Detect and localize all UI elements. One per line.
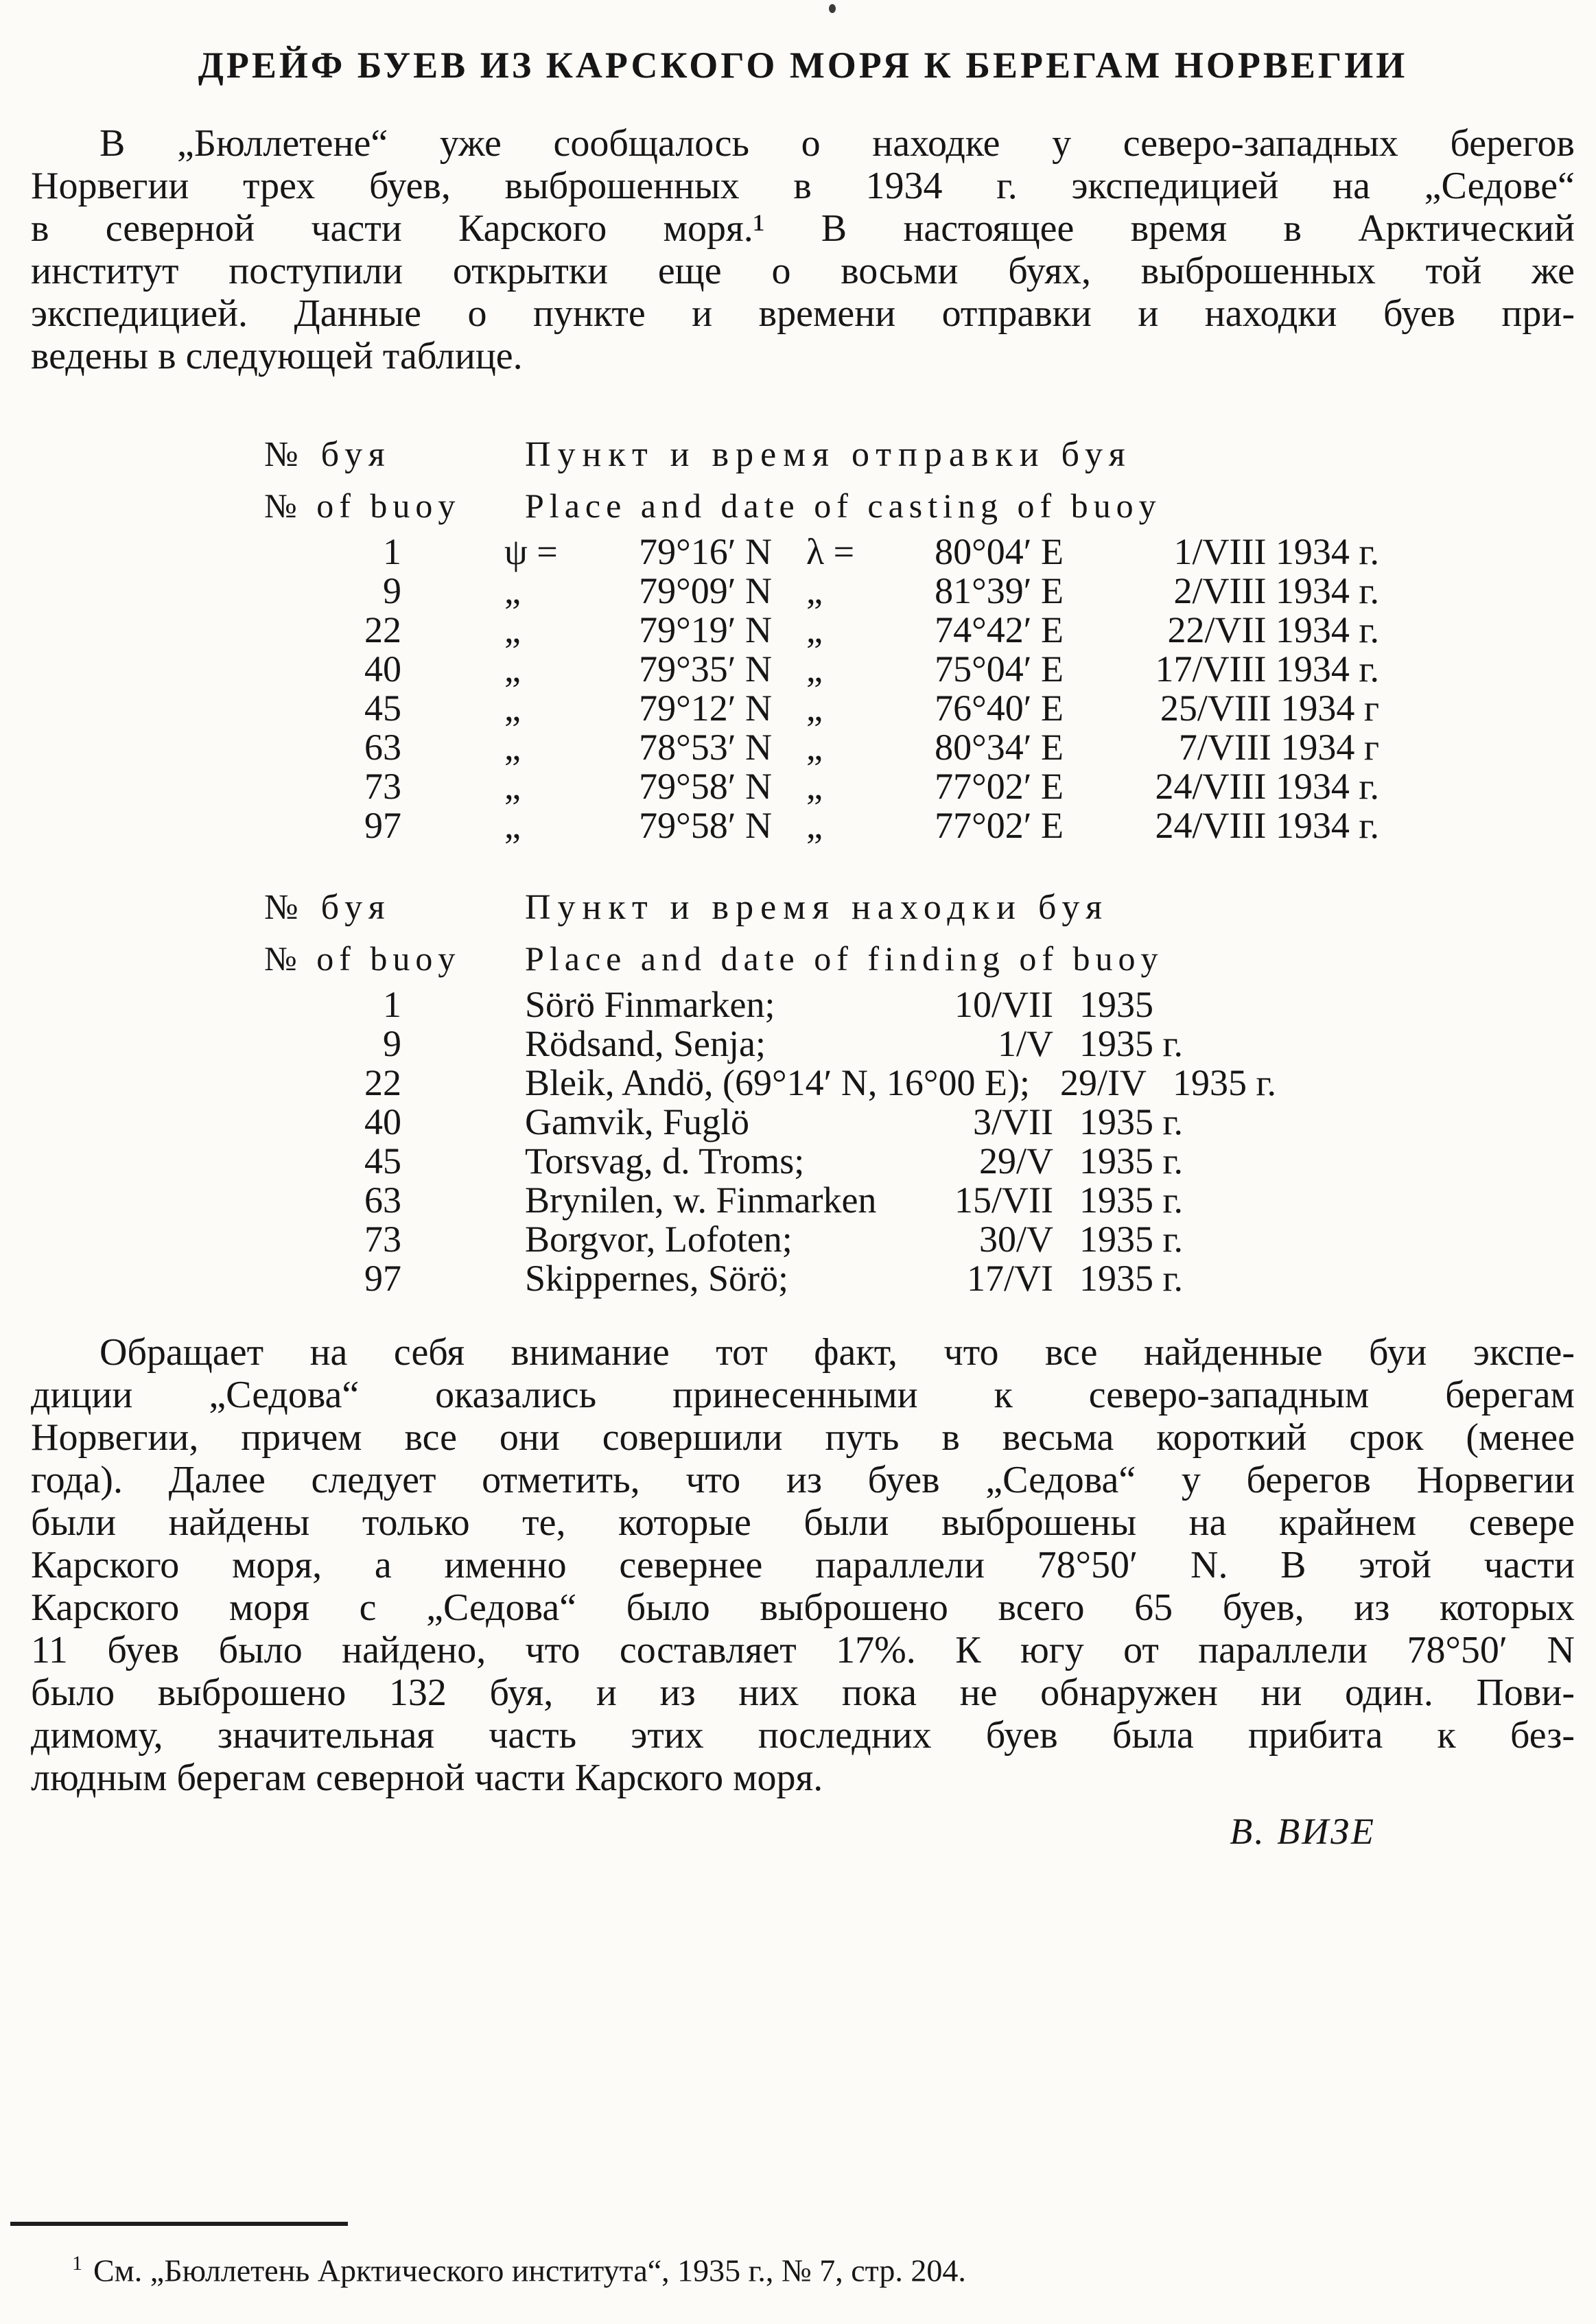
cell-buoy-no: 40 [364,648,401,690]
table-row [31,650,1575,689]
column-header-buoy-no: № буя [264,888,392,927]
column-header-place-date: Пункт и время находки буя [525,888,1110,927]
ditto-mark: „ [504,805,521,846]
cell-latitude: 79°35′ N [639,648,772,690]
closing-paragraph [31,1331,1575,1799]
paragraph-line: людным берегам северной части Карского моря. [31,1757,823,1799]
cell-buoy-no: 9 [383,570,401,611]
text-block [31,0,1575,1854]
table-row [31,572,1575,611]
cell-longitude: 77°02′ E [935,805,1064,846]
ditto-mark: „ [806,766,823,807]
cell-date: 3/VII [973,1101,1053,1142]
table-row [31,611,1575,650]
cell-date: 17/VIII 1934 г. [1155,648,1379,690]
cell-buoy-no: 45 [364,1140,401,1182]
cell-longitude: 74°42′ E [935,609,1064,650]
column-header-buoy-no: № буя [264,435,392,474]
paragraph-line: димому, значительная часть этих последних буев была прибита к без- [31,1714,1575,1757]
ditto-mark: „ [806,688,823,729]
cell-buoy-no: 63 [364,1179,401,1221]
paragraph-line: Норвегии, причем все они совершили путь в весьма короткий срок (менее [31,1416,1575,1459]
paragraph-line: В „Бюллетене“ уже сообщалось о находке у северо-западных берегов [99,122,1575,165]
cell-date: 22/VII 1934 г. [1167,609,1379,650]
cell-date: 25/VIII 1934 г [1160,688,1379,729]
ditto-mark: „ [806,570,823,611]
cell-place: Sörö Finmarken; [525,984,775,1025]
ditto-mark: „ [504,727,521,768]
table-row [31,1142,1575,1181]
footnote-text [31,2245,1540,2289]
cell-latitude: 79°19′ N [639,609,772,650]
cell-date: 1/VIII 1934 г. [1173,531,1379,572]
ditto-mark: „ [806,648,823,690]
cell-place: Rödsand, Senja; [525,1023,766,1064]
cell-place: Borgvor, Lofoten; [525,1219,793,1260]
ditto-mark: „ [806,609,823,650]
cell-place: Brynilen, w. Finmarken [525,1179,877,1221]
cell-longitude: 76°40′ E [935,688,1064,729]
table-row [31,1259,1575,1298]
table-row [31,1103,1575,1142]
column-header-buoy-no: № of buoy [264,939,461,978]
table-row [31,1220,1575,1259]
finding-table-header-en [31,932,1575,985]
cell-buoy-no: 1 [383,984,401,1025]
footnote [31,2222,1540,2289]
cell-date: 17/VI [967,1258,1053,1299]
cell-buoy-no: 40 [364,1101,401,1142]
cell-year: 1935 г. [1079,1101,1184,1142]
cell-date: 7/VIII 1934 г [1178,727,1379,768]
cell-longitude: 77°02′ E [935,766,1064,807]
cell-buoy-no: 1 [383,531,401,572]
paragraph-line: экспедицией. Данные о пункте и времени отправки и находки буев при- [31,292,1575,335]
cell-year: 1935 г. [1079,1219,1184,1260]
cell-date: 29/V [979,1140,1053,1182]
cell-date: 24/VIII 1934 г. [1155,766,1379,807]
column-header-place-date: Place and date of casting of buoy [525,486,1162,525]
paragraph-line: Обращает на себя внимание тот факт, что все найденные буи экспе- [99,1331,1575,1374]
cell-place: Skippernes, Sörö; [525,1258,788,1299]
cell-longitude: 81°39′ E [935,570,1064,611]
cell-date: 1/V [998,1023,1053,1064]
cell-phi-symbol: ψ = [504,531,558,572]
ditto-mark: „ [504,648,521,690]
cell-date: 24/VIII 1934 г. [1155,805,1379,846]
departure-table-header-en [31,479,1575,532]
cell-date: 2/VIII 1934 г. [1173,570,1379,611]
cell-date: 30/V [979,1219,1053,1260]
ditto-mark: „ [504,570,521,611]
table-row [31,1064,1575,1103]
cell-longitude: 75°04′ E [935,648,1064,690]
cell-latitude: 79°12′ N [639,688,772,729]
table-row [31,806,1575,845]
intro-paragraph [31,122,1575,377]
paragraph-line: Карского моря с „Седова“ было выброшено всего 65 буев, из которых [31,1586,1575,1629]
cell-year: 1935 г. [1172,1062,1277,1103]
cell-buoy-no: 73 [364,766,401,807]
cell-place: Bleik, Andö, (69°14′ N, 16°00 E); [525,1062,1030,1103]
departure-table [31,431,1575,845]
author-signature: В. ВИЗЕ [1230,1811,1376,1852]
cell-latitude: 79°58′ N [639,766,772,807]
ditto-mark: „ [806,805,823,846]
column-header-place-date: Пункт и время отправки буя [525,435,1132,474]
footnote-rule [10,2222,348,2226]
cell-buoy-no: 73 [364,1219,401,1260]
page-title: ДРЕЙФ БУЕВ ИЗ КАРСКОГО МОРЯ К БЕРЕГАМ НОРВЕГИИ [198,45,1408,86]
cell-year: 1935 г. [1079,1140,1184,1182]
ditto-mark: „ [806,727,823,768]
cell-buoy-no: 9 [383,1023,401,1064]
cell-buoy-no: 63 [364,727,401,768]
paragraph-line: Норвегии трех буев, выброшенных в 1934 г. экспедицией на „Седове“ [31,165,1575,207]
paragraph-line: года). Далее следует отметить, что из буев „Седова“ у берегов Норвегии [31,1459,1575,1501]
column-header-place-date: Place and date of finding of buoy [525,939,1164,978]
cell-place: Torsvag, d. Troms; [525,1140,805,1182]
cell-lambda-symbol: λ = [806,531,855,572]
table-row [31,1181,1575,1220]
column-header-buoy-no: № of buoy [264,486,461,525]
table-row [31,1024,1575,1064]
cell-year: 1935 г. [1079,1023,1184,1064]
footnote-marker: 1 [72,2252,82,2275]
cell-buoy-no: 97 [364,805,401,846]
ditto-mark: „ [504,688,521,729]
paragraph-line: 11 буев было найдено, что составляет 17%. К югу от параллели 78°50′ N [31,1629,1575,1671]
finding-table-header-ru [31,884,1575,932]
table-row [31,689,1575,728]
cell-date: 29/IV [1059,1062,1147,1103]
footnote-body: См. „Бюллетень Арктического института“, 1935 г., № 7, стр. 204. [93,2253,966,2288]
cell-year: 1935 г. [1079,1179,1184,1221]
paragraph-line: институт поступили открытки еще о восьми буях, выброшенных той же [31,250,1575,292]
paragraph-line: ведены в следующей таблице. [31,335,523,377]
cell-date: 10/VII [954,984,1053,1025]
table-row [31,728,1575,767]
table-row [31,767,1575,806]
cell-latitude: 79°16′ N [639,531,772,572]
table-row [31,985,1575,1024]
paragraph-line: Карского моря, а именно севернее параллели 78°50′ N. В этой части [31,1544,1575,1586]
cell-longitude: 80°04′ E [935,531,1064,572]
cell-buoy-no: 45 [364,688,401,729]
ditto-mark: „ [504,609,521,650]
paragraph-line: было выброшено 132 буя, и из них пока не обнаружен ни один. Пови- [31,1671,1575,1714]
cell-latitude: 78°53′ N [639,727,772,768]
ditto-mark: „ [504,766,521,807]
finding-table [31,884,1575,1298]
cell-latitude: 79°09′ N [639,570,772,611]
cell-date: 15/VII [954,1179,1053,1221]
departure-table-header-ru [31,431,1575,479]
paragraph-line: диции „Седова“ оказались принесенными к северо-западным берегам [31,1374,1575,1416]
paragraph-line: были найдены только те, которые были выброшены на крайнем севере [31,1501,1575,1544]
cell-buoy-no: 22 [364,1062,401,1103]
cell-buoy-no: 97 [364,1258,401,1299]
cell-year: 1935 [1079,984,1153,1025]
cell-latitude: 79°58′ N [639,805,772,846]
cell-year: 1935 г. [1079,1258,1184,1299]
cell-buoy-no: 22 [364,609,401,650]
cell-longitude: 80°34′ E [935,727,1064,768]
cell-place: Gamvik, Fuglö [525,1101,750,1142]
paragraph-line: в северной части Карского моря.¹ В настоящее время в Арктический [31,207,1575,250]
table-row [31,532,1575,572]
